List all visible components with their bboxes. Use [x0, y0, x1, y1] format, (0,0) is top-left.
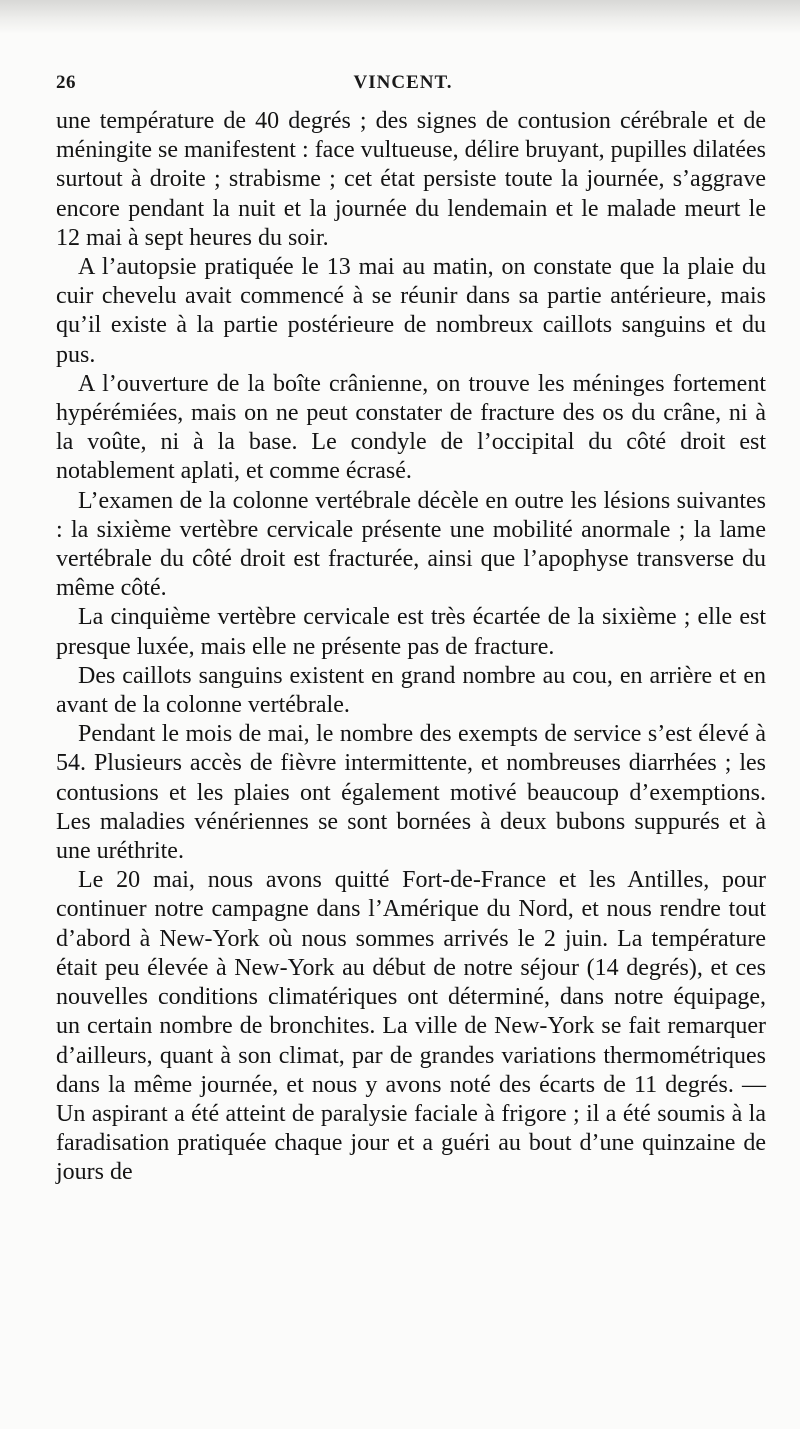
scan-edge-shadow [0, 0, 800, 34]
paragraph-2: A l’autopsie pratiquée le 13 mai au matin, on constate que la plaie du cuir chevelu avait commencé à se réunir dans sa partie antérieure, mais qu’il existe à la partie postérieure de nombreux caillots sanguins et du pus. [56, 254, 766, 368]
running-head: VINCENT. [353, 72, 453, 93]
paragraph-3: A l’ouverture de la boîte crânienne, on trouve les méninges fortement hypérémiées, mais on ne peut constater de fracture des os du crâne, ni à la voûte, ni à la base. Le condyle de l’occipital du côté droit est notablement aplati, et comme écrasé. [56, 370, 766, 485]
paragraph-1: une température de 40 degrés ; des signes de contusion cérébrale et de méningite se manifestent : face vultueuse, délire bruyant, pupilles dilatées surtout à droite ; strabisme ; cet état persiste toute la journée, s’aggrave encore pendant la nuit et la journée du lendemain et le malade meurt le 12 mai à sept heures du soir. [56, 108, 766, 251]
body-text [56, 107, 766, 1188]
paragraph-5: La cinquième vertèbre cervicale est très écartée de la sixième ; elle est presque luxée, mais elle ne présente pas de fracture. [56, 604, 766, 660]
page-header [56, 72, 750, 100]
paragraph-6: Des caillots sanguins existent en grand nombre au cou, en arrière et en avant de la colonne vertébrale. [56, 662, 766, 719]
paragraph-4: L’examen de la colonne vertébrale décèle en outre les lésions suivantes : la sixième vertèbre cervicale présente une mobilité anormale ; la lame vertébrale du côté droit est fracturée, ainsi que l’apophyse transverse du même côté. [56, 487, 766, 602]
paragraph-8: Le 20 mai, nous avons quitté Fort-de-France et les Antilles, pour continuer notre campagne dans l’Amérique du Nord, et nous rendre tout d’abord à New-York où nous sommes arrivés le 2 juin. La température était peu élevée à New-York au début de notre séjour (14 degrés), et ces nouvelles conditions climatériques ont déterminé, dans notre équipage, un certain nombre de bronchites. La ville de New-York se fait remarquer d’ailleurs, quant à son climat, par de grandes variations thermométriques dans la même journée, et nous y avons noté des écarts de 11 degrés. — Un aspirant a été atteint de paralysie faciale à frigore ; il a été soumis à la faradisation pratiquée chaque jour et a guéri au bout d’une quinzaine de jours de [56, 867, 766, 1186]
paragraph-7: Pendant le mois de mai, le nombre des exempts de service s’est élevé à 54. Plusieurs accès de fièvre intermittente, et nombreuses diarrhées ; les contusions et les plaies ont également motivé beaucoup d’exemptions. Les maladies vénériennes se sont bornées à deux bubons suppurés et à une uréthrite. [56, 721, 766, 865]
page-number: 26 [56, 72, 76, 93]
